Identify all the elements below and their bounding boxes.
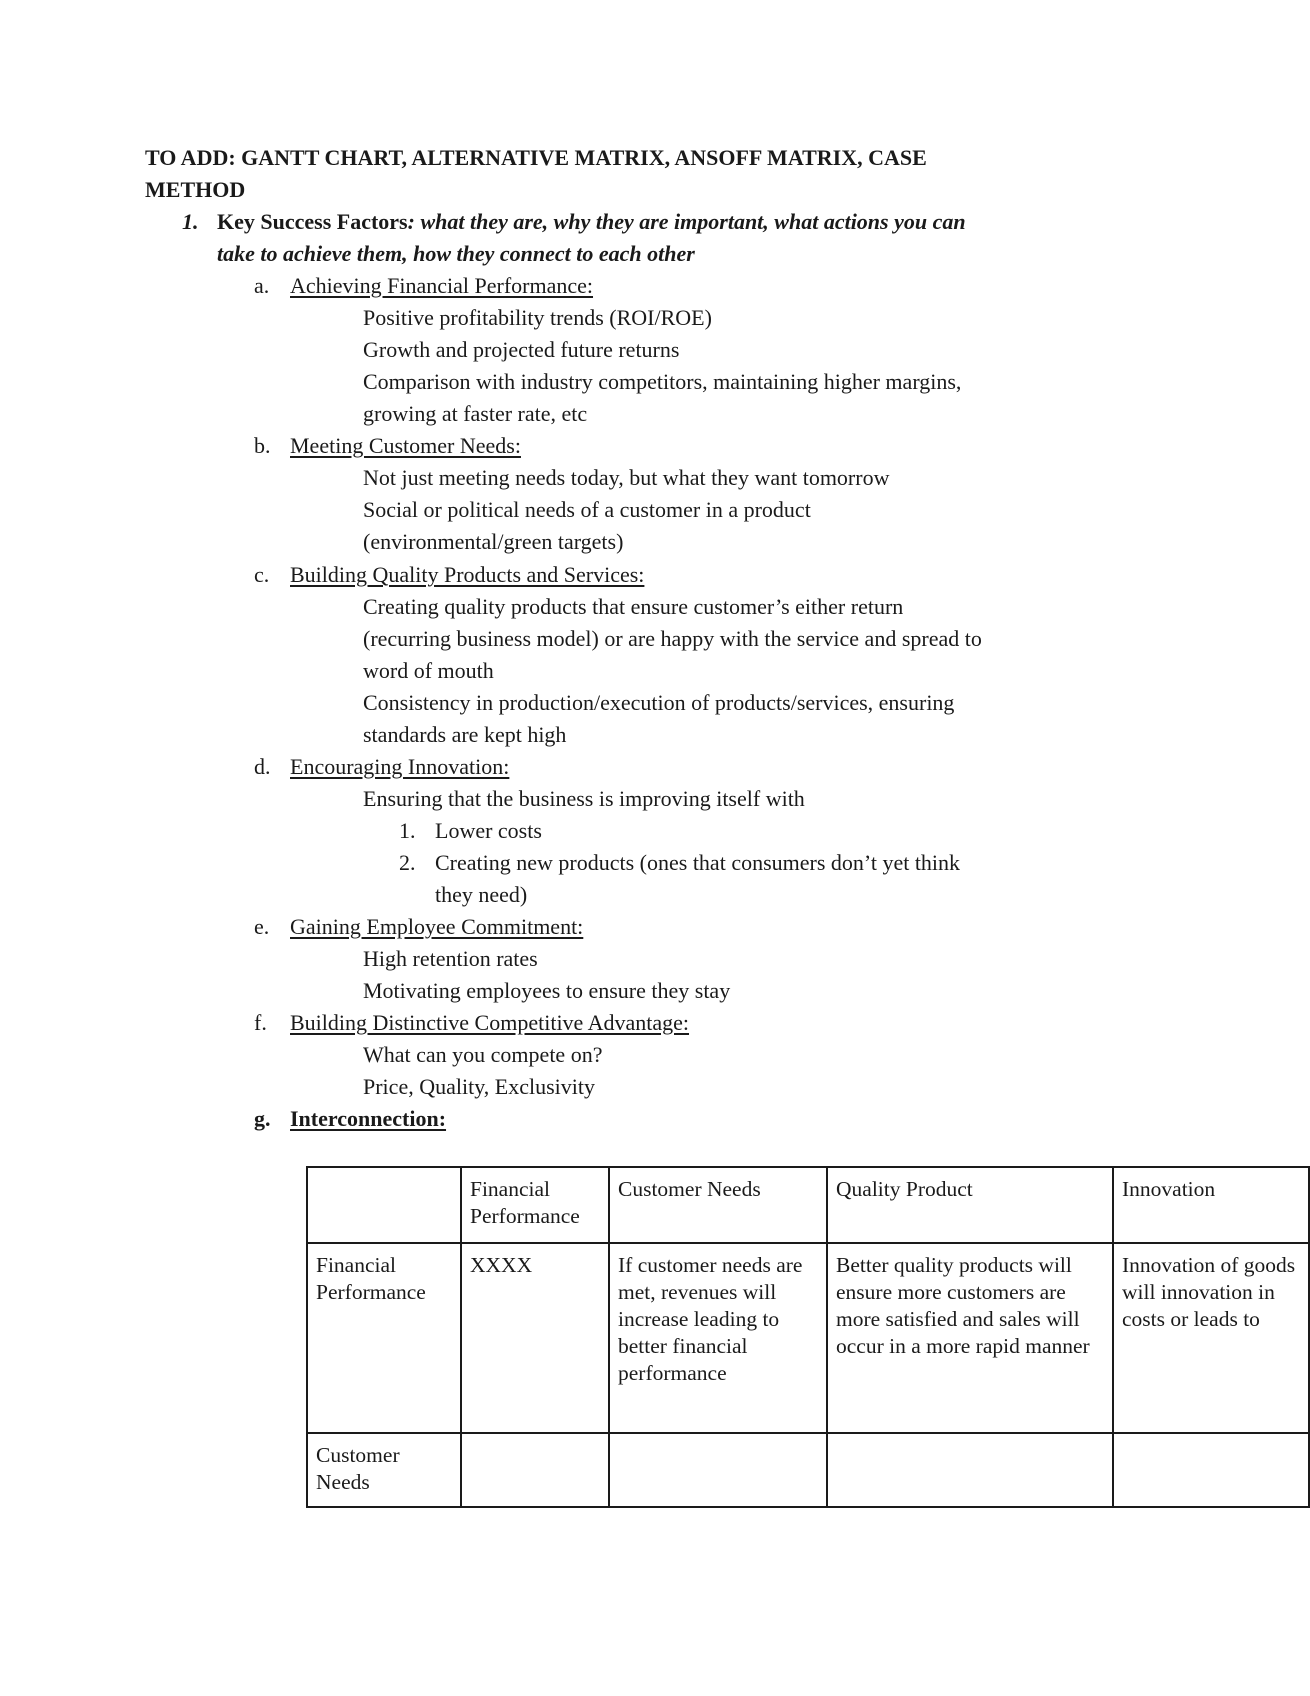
list-item-text: Creating new products (ones that consumers don’t yet think (435, 850, 961, 875)
list-item-text: (environmental/green targets) (363, 529, 624, 554)
table-cell: If customer needs are met, revenues will increase leading to better financial performance (609, 1243, 827, 1433)
list-marker: 1. (182, 209, 199, 234)
section-e-title: Gaining Employee Commitment: (290, 914, 584, 939)
section-g-title: Interconnection: (290, 1106, 447, 1131)
table-header-row (307, 1167, 1309, 1243)
table-row-header: Financial Performance (307, 1243, 461, 1433)
list-item-text: Motivating employees to ensure they stay (363, 978, 731, 1003)
list-marker: a. (254, 273, 270, 298)
list-marker: c. (254, 562, 270, 587)
table-cell (609, 1433, 827, 1507)
list-item-text: they need) (435, 882, 528, 907)
list-marker: 1. (399, 818, 416, 843)
section-d-title: Encouraging Innovation: (290, 754, 510, 779)
list-item-text: Price, Quality, Exclusivity (363, 1074, 595, 1099)
table-cell (1113, 1433, 1309, 1507)
list-marker: 2. (399, 850, 416, 875)
table-header-cell: Financial Performance (461, 1167, 609, 1243)
interconnection-table (306, 1166, 1310, 1508)
item-1-title: Key Success Factors (217, 209, 408, 234)
list-item-text: (recurring business model) or are happy with the service and spread to (363, 626, 982, 651)
section-b-title: Meeting Customer Needs: (290, 433, 521, 458)
section-f-title: Building Distinctive Competitive Advantage: (290, 1010, 690, 1035)
list-marker: b. (254, 433, 271, 458)
list-item-text: standards are kept high (363, 722, 567, 747)
list-item-text: Social or political needs of a customer in a product (363, 497, 811, 522)
table-row-header: Customer Needs (307, 1433, 461, 1507)
list-item-text: What can you compete on? (363, 1042, 603, 1067)
list-item-text: Comparison with industry competitors, maintaining higher margins, (363, 369, 962, 394)
table-cell: XXXX (461, 1243, 609, 1433)
heading-text: TO ADD: GANTT CHART, ALTERNATIVE MATRIX, ANSOFF MATRIX, CASE (145, 145, 927, 170)
list-item-text: word of mouth (363, 658, 494, 683)
list-item-text: Not just meeting needs today, but what they want tomorrow (363, 465, 890, 490)
interconnection-table-wrapper (306, 1166, 1296, 1514)
list-item-text: Growth and projected future returns (363, 337, 680, 362)
table-cell: Better quality products will ensure more customers are more satisfied and sales will occur in a more rapid manner (827, 1243, 1113, 1433)
table-cell (827, 1433, 1113, 1507)
list-item-text: High retention rates (363, 946, 538, 971)
table-row (307, 1243, 1309, 1433)
item-1-description: : what they are, why they are important, what actions you can (407, 209, 966, 234)
table-cell (461, 1433, 609, 1507)
list-item-text: Ensuring that the business is improving itself with (363, 786, 805, 811)
list-marker: d. (254, 754, 271, 779)
list-marker: g. (254, 1106, 271, 1131)
heading-text: METHOD (145, 177, 246, 202)
section-a-title: Achieving Financial Performance: (290, 273, 594, 298)
table-row (307, 1433, 1309, 1507)
item-1-description: take to achieve them, how they connect to each other (217, 241, 695, 266)
list-item-text: Creating quality products that ensure customer’s either return (363, 594, 904, 619)
list-marker: f. (254, 1010, 267, 1035)
table-header-cell: Quality Product (827, 1167, 1113, 1243)
table-header-cell (307, 1167, 461, 1243)
table-header-cell: Innovation (1113, 1167, 1309, 1243)
list-item-text: growing at faster rate, etc (363, 401, 588, 426)
section-c-title: Building Quality Products and Services: (290, 562, 645, 587)
table-cell: Innovation of goods will innovation in costs or leads to (1113, 1243, 1309, 1433)
item-1-title-line (217, 208, 966, 236)
list-item-text: Lower costs (435, 818, 542, 843)
list-item-text: Positive profitability trends (ROI/ROE) (363, 305, 712, 330)
list-marker: e. (254, 914, 270, 939)
list-item-text: Consistency in production/execution of products/services, ensuring (363, 690, 955, 715)
table-header-cell: Customer Needs (609, 1167, 827, 1243)
